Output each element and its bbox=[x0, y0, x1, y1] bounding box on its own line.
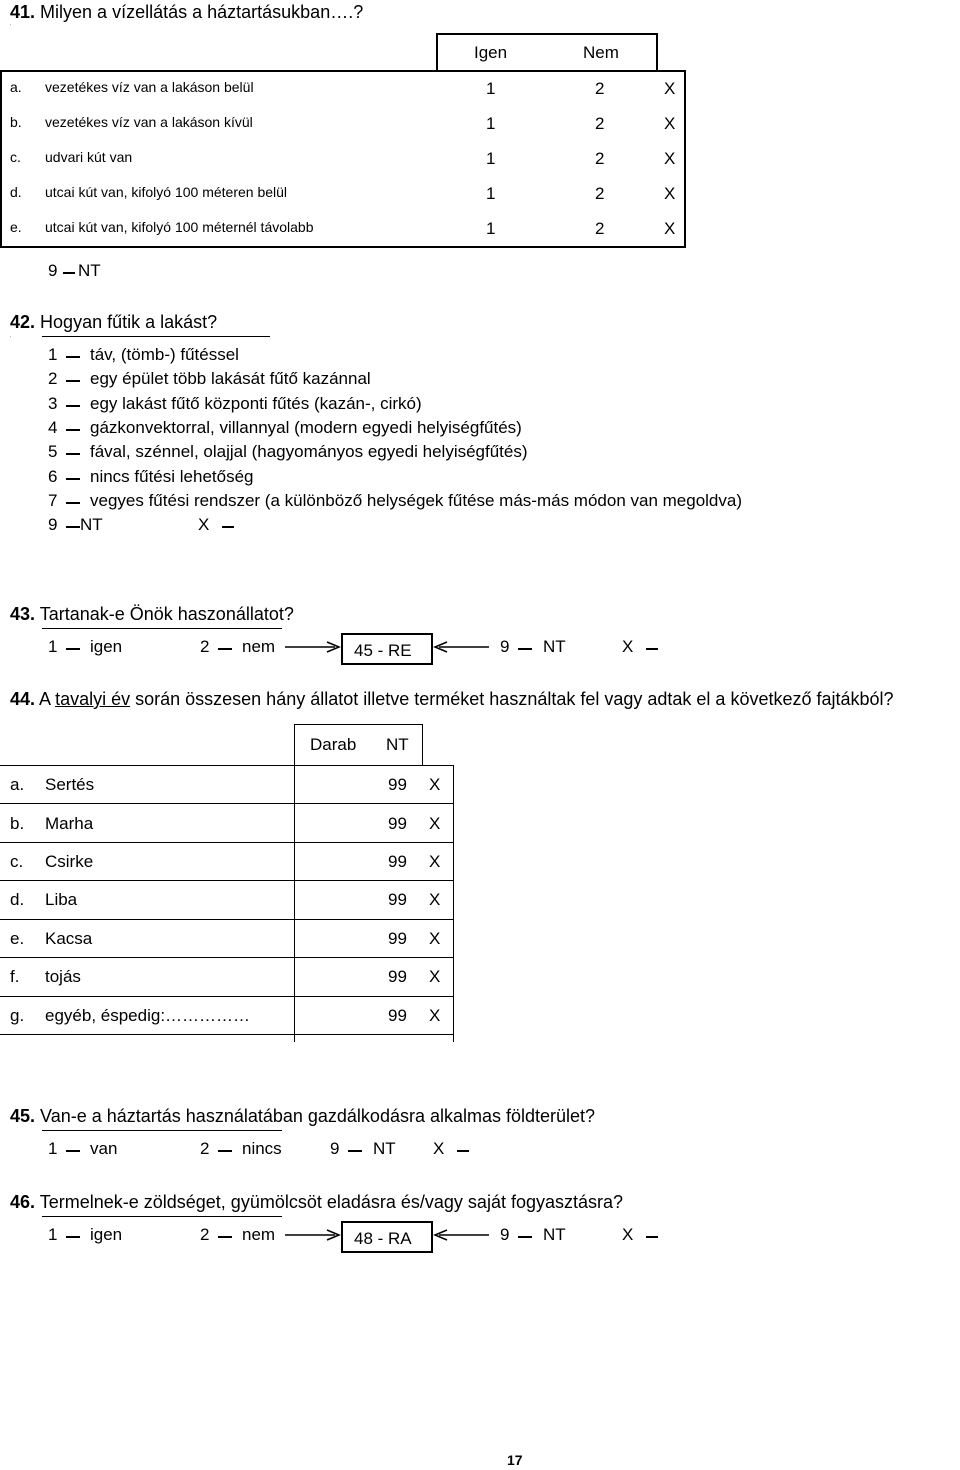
q43-jump-label: 45 - RE bbox=[354, 641, 412, 660]
row-letter: e. bbox=[10, 219, 22, 235]
no-code[interactable]: 2 bbox=[595, 114, 605, 133]
option-code: 5 bbox=[48, 442, 58, 461]
x-mark[interactable]: X bbox=[429, 967, 441, 986]
q46-yes-label: igen bbox=[90, 1225, 123, 1244]
q42-title bbox=[10, 312, 217, 333]
yes-code[interactable]: 1 bbox=[486, 79, 496, 98]
q43-yes-label: igen bbox=[90, 637, 123, 656]
q44-col-nt: NT bbox=[386, 735, 409, 754]
q46-jump-label: 48 - RA bbox=[354, 1229, 412, 1248]
x-mark[interactable]: X bbox=[664, 149, 676, 168]
q43-nt-label: NT bbox=[543, 637, 566, 656]
arrow-right-icon bbox=[285, 640, 343, 654]
dash bbox=[66, 356, 80, 358]
list-item[interactable] bbox=[48, 442, 57, 462]
marker-dot: ' bbox=[10, 336, 11, 342]
q44-text-pre: A bbox=[39, 689, 56, 709]
dash bbox=[66, 478, 80, 480]
list-item[interactable] bbox=[48, 394, 57, 414]
q41-nt[interactable] bbox=[48, 261, 57, 281]
count-field[interactable] bbox=[300, 852, 370, 872]
option-label: egy épület több lakását fűtő kazánnal bbox=[90, 369, 371, 388]
row-letter: a. bbox=[10, 775, 25, 794]
x-mark[interactable]: X bbox=[664, 114, 676, 133]
row-divider bbox=[0, 957, 454, 958]
dash bbox=[66, 380, 80, 382]
x-mark[interactable]: X bbox=[429, 929, 441, 948]
row-letter: a. bbox=[10, 79, 22, 95]
q45-number: 45. bbox=[10, 1106, 36, 1126]
list-item[interactable] bbox=[48, 515, 57, 535]
q44-number: 44. bbox=[10, 689, 36, 709]
count-field[interactable] bbox=[300, 814, 370, 834]
page-number: 17 bbox=[507, 1452, 523, 1468]
row-label: utcai kút van, kifolyó 100 méternél távolabb bbox=[45, 219, 314, 235]
q46-number: 46. bbox=[10, 1192, 36, 1212]
nt-code[interactable]: 99 bbox=[388, 929, 407, 948]
q44-text-post: során összesen hány állatot illetve terméket használtak fel vagy adtak el a következő fajtákból? bbox=[130, 689, 894, 709]
q46-nt-code[interactable]: 9 bbox=[500, 1225, 510, 1244]
row-label: Kacsa bbox=[45, 929, 93, 948]
row-divider bbox=[0, 996, 454, 997]
q46-yes-code[interactable]: 1 bbox=[48, 1225, 58, 1244]
q43-no-code[interactable]: 2 bbox=[200, 637, 210, 656]
nt-code[interactable]: 99 bbox=[388, 775, 407, 794]
list-item[interactable] bbox=[48, 369, 57, 389]
x-mark[interactable]: X bbox=[198, 515, 210, 534]
dash bbox=[518, 648, 532, 650]
dash bbox=[518, 1236, 532, 1238]
arrow-right-icon bbox=[285, 1228, 343, 1242]
no-code[interactable]: 2 bbox=[595, 184, 605, 203]
q46-x-mark[interactable]: X bbox=[622, 1225, 634, 1244]
q46-nt-label: NT bbox=[543, 1225, 566, 1244]
row-letter: b. bbox=[10, 114, 22, 130]
q43-no-label: nem bbox=[242, 637, 276, 656]
row-label: vezetékes víz van a lakáson kívül bbox=[45, 114, 253, 130]
dash bbox=[218, 648, 232, 650]
count-field[interactable] bbox=[300, 929, 370, 949]
yes-code[interactable]: 1 bbox=[486, 114, 496, 133]
option-label: táv, (tömb-) fűtéssel bbox=[90, 345, 239, 364]
q41-title bbox=[10, 2, 363, 23]
dash bbox=[63, 272, 75, 274]
row-divider bbox=[0, 1034, 454, 1035]
list-item[interactable] bbox=[48, 467, 57, 487]
dash bbox=[66, 453, 80, 455]
q45-x-mark[interactable]: X bbox=[433, 1139, 445, 1158]
q46-text: Termelnek-e zöldséget, gyümölcsöt eladásra és/vagy saját fogyasztásra? bbox=[39, 1192, 624, 1212]
q45-no-code[interactable]: 2 bbox=[200, 1139, 210, 1158]
dash bbox=[646, 1236, 658, 1238]
option-code: 9 bbox=[48, 515, 58, 534]
row-label: Sertés bbox=[45, 775, 95, 794]
q46-title bbox=[10, 1192, 623, 1213]
dash bbox=[66, 526, 80, 528]
option-label: egy lakást fűtő központi fűtés (kazán-, cirkó) bbox=[90, 394, 422, 413]
row-label: utcai kút van, kifolyó 100 méteren belül bbox=[45, 184, 288, 200]
q41-number: 41. bbox=[10, 2, 36, 22]
q42-rule bbox=[42, 336, 270, 337]
list-item[interactable] bbox=[48, 491, 57, 511]
option-label: gázkonvektorral, villannyal (modern egyedi helyiségfűtés) bbox=[90, 418, 522, 437]
q46-no-label: nem bbox=[242, 1225, 276, 1244]
x-mark[interactable]: X bbox=[664, 219, 676, 238]
no-code[interactable]: 2 bbox=[595, 149, 605, 168]
dash bbox=[218, 1236, 232, 1238]
x-mark[interactable]: X bbox=[429, 852, 441, 871]
dash bbox=[66, 429, 80, 431]
q41-header-box bbox=[436, 33, 658, 72]
row-letter: d. bbox=[10, 184, 22, 200]
nt-code[interactable]: 99 bbox=[388, 890, 407, 909]
row-label: Csirke bbox=[45, 852, 94, 871]
dash bbox=[457, 1150, 469, 1152]
q42-text: Hogyan fűtik a lakást? bbox=[40, 312, 218, 332]
nt-label: NT bbox=[80, 515, 103, 534]
option-code: 6 bbox=[48, 467, 58, 486]
q43-yes-code[interactable]: 1 bbox=[48, 637, 58, 656]
q44-text-underlined: tavalyi év bbox=[55, 689, 131, 709]
marker-dot: ' bbox=[10, 24, 11, 30]
row-letter: e. bbox=[10, 929, 25, 948]
x-mark[interactable]: X bbox=[664, 184, 676, 203]
dash bbox=[222, 526, 234, 528]
count-field[interactable] bbox=[300, 775, 370, 795]
row-letter: f. bbox=[10, 967, 20, 986]
q43-title bbox=[10, 604, 294, 625]
nt-code[interactable]: 99 bbox=[388, 852, 407, 871]
q43-number: 43. bbox=[10, 604, 36, 624]
q43-rule bbox=[42, 628, 282, 629]
q43-text: Tartanak-e Önök haszonállatot? bbox=[39, 604, 294, 624]
row-label: udvari kút van bbox=[45, 149, 133, 165]
yes-code[interactable]: 1 bbox=[486, 184, 496, 203]
nt-code[interactable]: 99 bbox=[388, 1006, 407, 1025]
dash bbox=[66, 405, 80, 407]
row-divider bbox=[0, 842, 454, 843]
row-divider bbox=[0, 919, 454, 920]
row-divider bbox=[0, 880, 454, 881]
arrow-left-icon bbox=[433, 640, 491, 654]
option-label: nincs fűtési lehetőség bbox=[90, 467, 254, 486]
nt-code: 9 bbox=[48, 261, 58, 280]
row-label: Marha bbox=[45, 814, 94, 833]
q42-number: 42. bbox=[10, 312, 36, 332]
q46-no-code[interactable]: 2 bbox=[200, 1225, 210, 1244]
q45-yes-code[interactable]: 1 bbox=[48, 1139, 58, 1158]
q45-nt-label: NT bbox=[373, 1139, 396, 1158]
arrow-left-icon bbox=[433, 1228, 491, 1242]
q45-rule bbox=[42, 1130, 282, 1131]
row-letter: d. bbox=[10, 890, 25, 909]
option-label: vegyes fűtési rendszer (a különböző helységek fűtése más-más módon van megoldva) bbox=[90, 491, 743, 510]
row-label: vezetékes víz van a lakáson belül bbox=[45, 79, 254, 95]
q41-col-no: Nem bbox=[583, 43, 619, 62]
row-label: Liba bbox=[45, 890, 78, 909]
q45-title bbox=[10, 1106, 595, 1127]
dash bbox=[66, 1236, 80, 1238]
no-code[interactable]: 2 bbox=[595, 219, 605, 238]
count-field[interactable] bbox=[300, 967, 370, 987]
row-divider bbox=[0, 803, 454, 804]
option-code: 4 bbox=[48, 418, 58, 437]
option-code: 1 bbox=[48, 345, 58, 364]
q45-text: Van-e a háztartás használatában gazdálkodásra alkalmas földterület? bbox=[40, 1106, 596, 1126]
q41-nt-label: NT bbox=[78, 261, 101, 280]
dash bbox=[66, 648, 80, 650]
option-label: fával, szénnel, olajjal (hagyományos egyedi helyiségfűtés) bbox=[90, 442, 528, 461]
q43-x-mark[interactable]: X bbox=[622, 637, 634, 656]
no-code[interactable]: 2 bbox=[595, 79, 605, 98]
q45-no-label: nincs bbox=[242, 1139, 282, 1158]
dash bbox=[348, 1150, 362, 1152]
row-label: egyéb, éspedig:…………… bbox=[45, 1006, 251, 1025]
list-item[interactable] bbox=[48, 345, 57, 365]
row-letter: c. bbox=[10, 149, 21, 165]
option-code: 7 bbox=[48, 491, 58, 510]
option-code: 3 bbox=[48, 394, 58, 413]
q45-yes-label: van bbox=[90, 1139, 118, 1158]
option-code: 2 bbox=[48, 369, 58, 388]
yes-code[interactable]: 1 bbox=[486, 149, 496, 168]
x-mark[interactable]: X bbox=[429, 814, 441, 833]
q43-nt-code[interactable]: 9 bbox=[500, 637, 510, 656]
nt-code[interactable]: 99 bbox=[388, 967, 407, 986]
q44-col-count: Darab bbox=[310, 735, 357, 754]
x-mark[interactable]: X bbox=[429, 890, 441, 909]
count-field[interactable] bbox=[300, 1006, 370, 1026]
q44-title bbox=[10, 689, 894, 710]
row-letter: c. bbox=[10, 852, 24, 871]
count-field[interactable] bbox=[300, 890, 370, 910]
row-label: tojás bbox=[45, 967, 81, 986]
x-mark[interactable]: X bbox=[664, 79, 676, 98]
x-mark[interactable]: X bbox=[429, 775, 441, 794]
nt-code[interactable]: 99 bbox=[388, 814, 407, 833]
dash bbox=[66, 502, 80, 504]
q41-col-yes: Igen bbox=[474, 43, 508, 62]
q41-text: Milyen a vízellátás a háztartásukban….? bbox=[40, 2, 364, 22]
row-letter: b. bbox=[10, 814, 25, 833]
q46-rule bbox=[42, 1216, 282, 1217]
dash bbox=[646, 648, 658, 650]
dash bbox=[218, 1150, 232, 1152]
x-mark[interactable]: X bbox=[429, 1006, 441, 1025]
yes-code[interactable]: 1 bbox=[486, 219, 496, 238]
row-letter: g. bbox=[10, 1006, 25, 1025]
q45-nt-code[interactable]: 9 bbox=[330, 1139, 340, 1158]
list-item[interactable] bbox=[48, 418, 57, 438]
dash bbox=[66, 1150, 80, 1152]
